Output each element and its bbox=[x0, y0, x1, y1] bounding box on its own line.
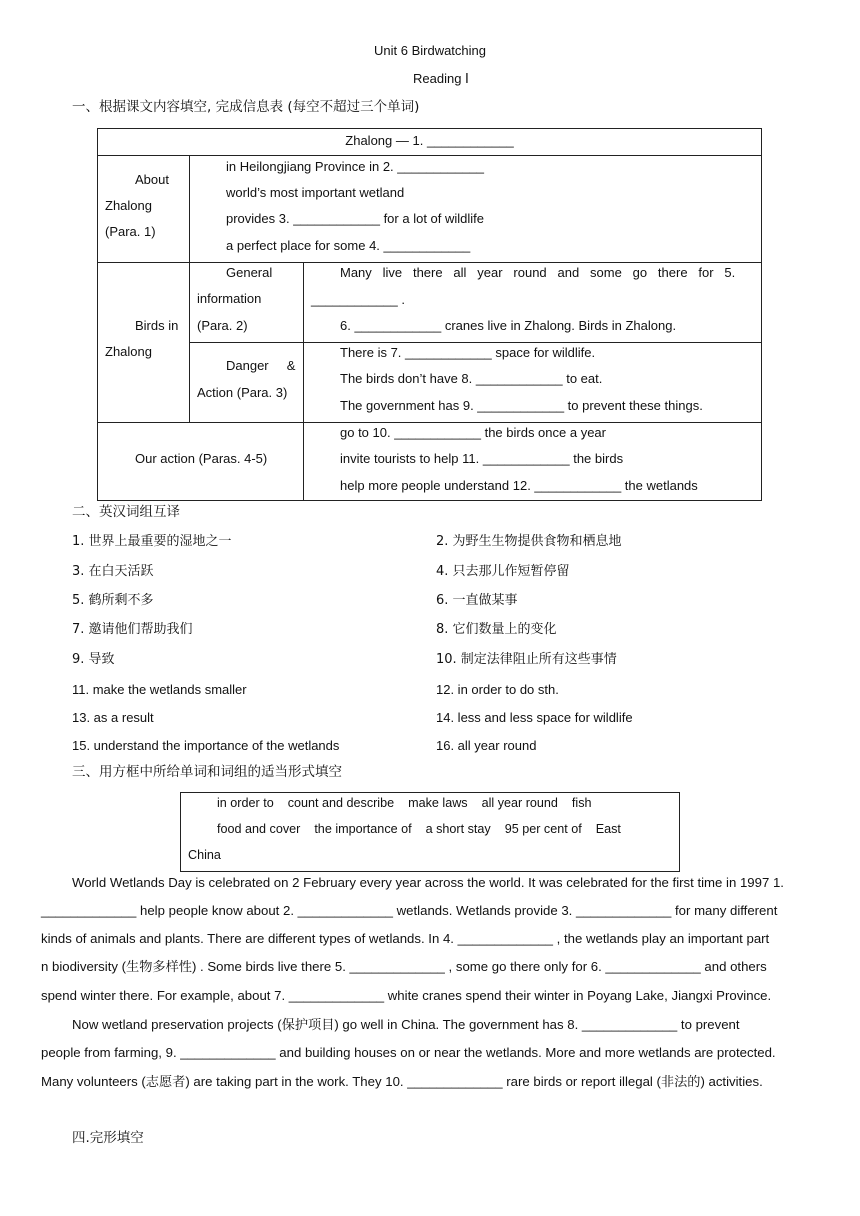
word-box-line: China bbox=[188, 848, 221, 862]
phrase-item: 3. 在白天活跃 bbox=[72, 564, 154, 579]
general-line: 6. ____________ cranes live in Zhalong. Birds in Zhalong. bbox=[340, 318, 677, 333]
table-top-row: Zhalong — 1. ____________ bbox=[345, 133, 514, 148]
section4-heading: 四.完形填空 bbox=[72, 1130, 144, 1146]
word-box bbox=[180, 792, 680, 872]
about-label: Zhalong bbox=[105, 198, 152, 213]
about-line: world’s most important wetland bbox=[226, 185, 405, 200]
general-line: Many live there all year round and some go there for 5. bbox=[340, 265, 736, 280]
general-line: ____________ . bbox=[311, 292, 405, 307]
phrase-item: 16. all year round bbox=[436, 738, 537, 753]
section2-heading: 二、英汉词组互译 bbox=[72, 504, 180, 520]
phrase-item: 5. 鹤所剩不多 bbox=[72, 593, 154, 608]
word-box-line: food and cover the importance of a short stay 95 per cent of East bbox=[217, 822, 621, 836]
table-rule bbox=[303, 262, 304, 500]
action-line: invite tourists to help 11. ____________ the birds bbox=[340, 451, 624, 466]
passage-line: n biodiversity (生物多样性) . Some birds live there 5. _____________ , some go there only for 6. _____________ and others bbox=[41, 959, 767, 974]
action-line: go to 10. ____________ the birds once a year bbox=[340, 425, 606, 440]
section1-heading: 一、根据课文内容填空, 完成信息表 (每空不超过三个单词) bbox=[72, 99, 420, 115]
phrase-item: 13. as a result bbox=[72, 710, 154, 725]
about-line: provides 3. ____________ for a lot of wildlife bbox=[226, 211, 485, 226]
birds-label: Birds in bbox=[135, 318, 179, 333]
phrase-item: 11. make the wetlands smaller bbox=[72, 682, 247, 697]
passage-line: Many volunteers (志愿者) are taking part in the work. They 10. _____________ rare birds or report illegal (非法的) activities. bbox=[41, 1074, 763, 1089]
passage-line: people from farming, 9. _____________ and building houses on or near the wetlands. More and more wetlands are protected. bbox=[41, 1045, 776, 1060]
phrase-item: 8. 它们数量上的变化 bbox=[436, 622, 557, 637]
phrase-item: 1. 世界上最重要的湿地之一 bbox=[72, 534, 232, 549]
birds-label: Zhalong bbox=[105, 344, 152, 359]
about-line: in Heilongjiang Province in 2. ____________ bbox=[226, 159, 485, 174]
phrase-item: 7. 邀请他们帮助我们 bbox=[72, 622, 193, 637]
passage-line: _____________ help people know about 2. _____________ wetlands. Wetlands provide 3. _____________ for many different bbox=[41, 903, 778, 918]
word-box-line: in order to count and describe make laws all year round fish bbox=[217, 796, 592, 810]
general-label: (Para. 2) bbox=[197, 318, 248, 333]
page-title: Unit 6 Birdwatching bbox=[374, 43, 486, 58]
about-line: a perfect place for some 4. ____________ bbox=[226, 238, 471, 253]
about-label: (Para. 1) bbox=[105, 224, 156, 239]
general-label: information bbox=[197, 291, 262, 306]
action-line: help more people understand 12. ____________ the wetlands bbox=[340, 478, 698, 493]
info-table bbox=[97, 128, 762, 501]
phrase-item: 12. in order to do sth. bbox=[436, 682, 559, 697]
table-rule bbox=[189, 155, 190, 422]
phrase-item: 9. 导致 bbox=[72, 652, 115, 667]
phrase-item: 4. 只去那儿作短暂停留 bbox=[436, 564, 570, 579]
phrase-item: 6. 一直做某事 bbox=[436, 593, 518, 608]
phrase-item: 10. 制定法律阻止所有这些事情 bbox=[436, 652, 617, 667]
table-rule bbox=[190, 342, 761, 343]
passage-line: spend winter there. For example, about 7. _____________ white cranes spend their winter in Poyang Lake, Jiangxi Province. bbox=[41, 988, 772, 1003]
passage-line: kinds of animals and plants. There are different types of wetlands. In 4. _____________ , the wetlands play an important part bbox=[41, 931, 770, 946]
danger-line: There is 7. ____________ space for wildlife. bbox=[340, 345, 596, 360]
general-label: General bbox=[226, 265, 273, 280]
danger-line: The government has 9. ____________ to prevent these things. bbox=[340, 398, 703, 413]
passage-line: Now wetland preservation projects (保护项目) go well in China. The government has 8. _____________ to prevent bbox=[72, 1017, 740, 1032]
danger-label: Danger & bbox=[226, 358, 296, 373]
danger-label: Action (Para. 3) bbox=[197, 385, 288, 400]
table-rule bbox=[98, 155, 761, 156]
table-rule bbox=[98, 422, 761, 423]
phrase-item: 15. understand the importance of the wetlands bbox=[72, 738, 340, 753]
section3-heading: 三、用方框中所给单词和词组的适当形式填空 bbox=[72, 764, 342, 780]
phrase-item: 2. 为野生生物提供食物和栖息地 bbox=[436, 534, 622, 549]
passage-line: World Wetlands Day is celebrated on 2 February every year across the world. It was celebrated for the first time in 1997 1. bbox=[72, 875, 784, 890]
phrase-item: 14. less and less space for wildlife bbox=[436, 710, 633, 725]
about-label: About bbox=[135, 172, 169, 187]
page-subtitle: Reading Ⅰ bbox=[413, 71, 469, 86]
danger-line: The birds don’t have 8. ____________ to eat. bbox=[340, 371, 603, 386]
action-label: Our action (Paras. 4-5) bbox=[135, 451, 268, 466]
table-rule bbox=[98, 262, 761, 263]
